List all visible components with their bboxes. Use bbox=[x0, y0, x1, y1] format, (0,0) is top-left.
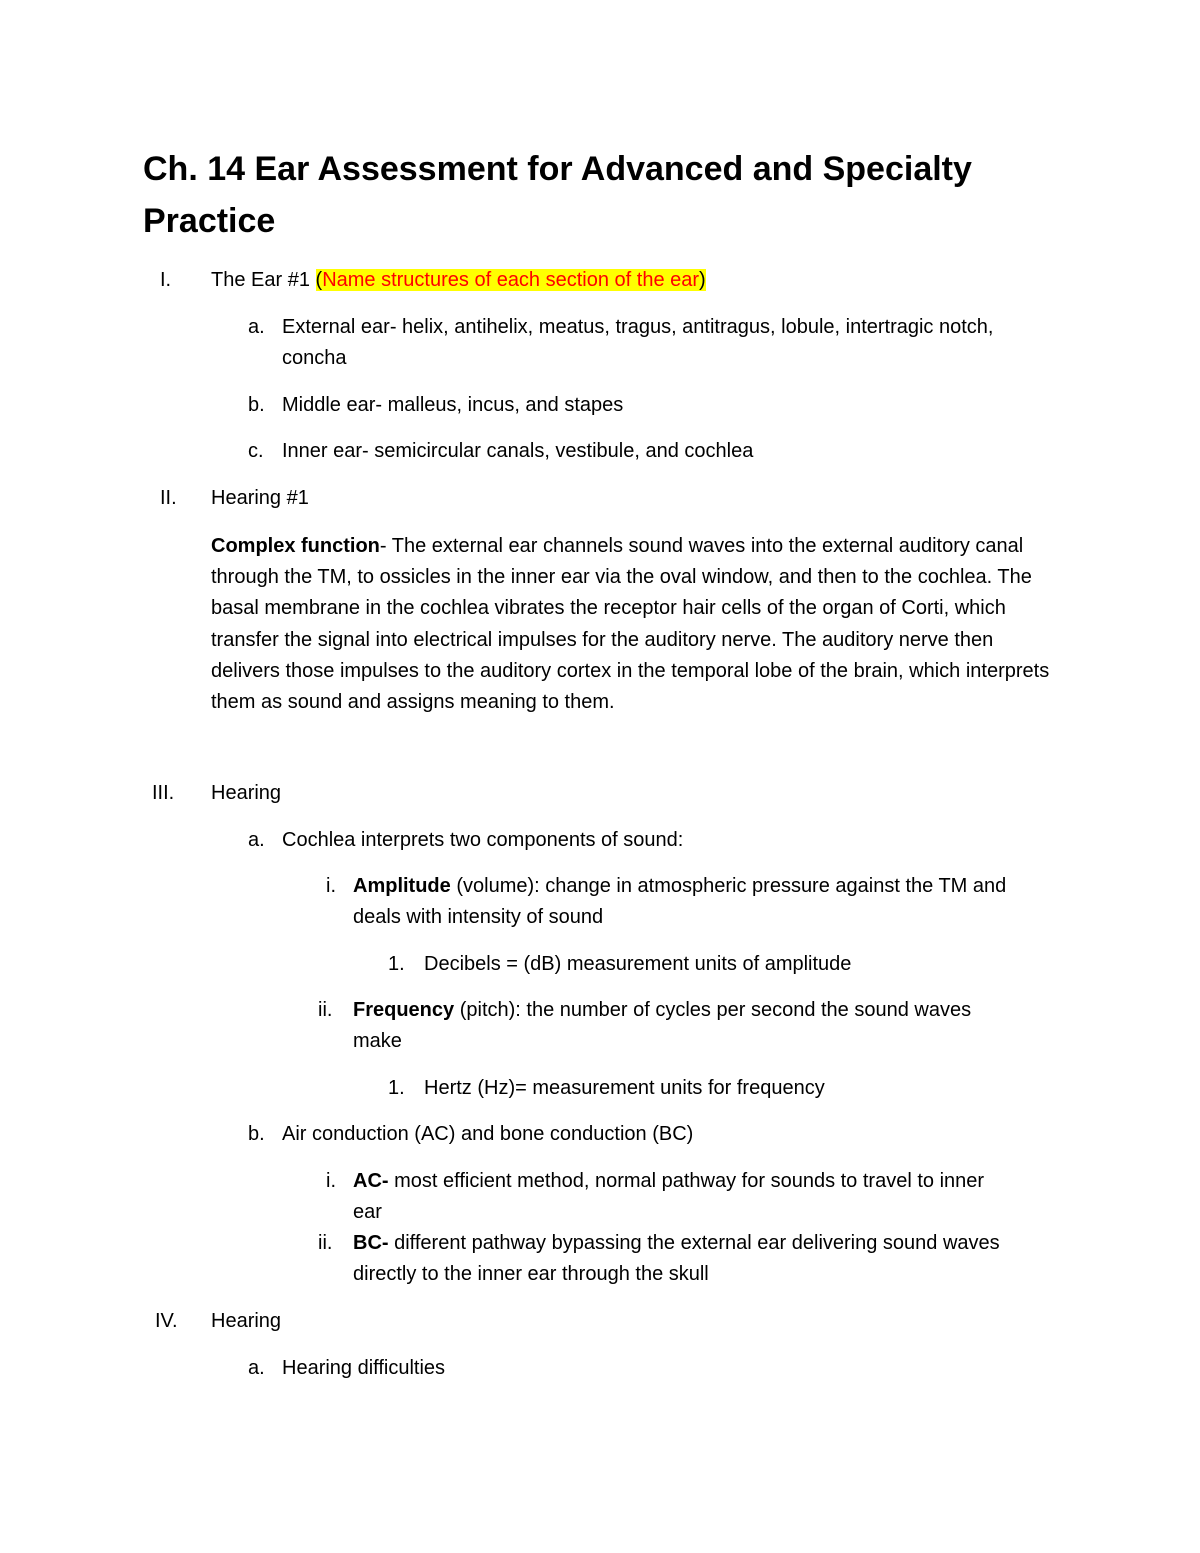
paragraph-text: - The external ear channels sound waves into the external auditory canal through the TM, to ossicles in the inner ear via the oval window, and then to the cochlea. The basal membrane in the cochlea vibrates the receptor hair cells of the organ of Corti, which transfer the signal into electrical impulses for the auditory nerve. The auditory nerve then delivers those impulses to the auditory cortex in the temporal lobe of the brain, which interprets them as sound and assigns meaning to them. bbox=[211, 535, 1050, 714]
section-heading bbox=[211, 267, 706, 293]
list-item-text: External ear- helix, antihelix, meatus, tragus, antitragus, lobule, intertragic notch, bbox=[282, 316, 994, 338]
note-text: Name structures of each section of the ear bbox=[322, 269, 700, 291]
list-marker: a. bbox=[248, 316, 265, 338]
page-title: Ch. 14 Ear Assessment for Advanced and Specialty Practice bbox=[143, 150, 972, 240]
list-marker: a. bbox=[248, 1357, 265, 1379]
term: Frequency bbox=[353, 999, 455, 1021]
section-heading: Hearing bbox=[211, 1310, 282, 1332]
list-item-text: Air conduction (AC) and bone conduction (BC) bbox=[282, 1123, 694, 1145]
note-paren-close: ) bbox=[699, 269, 706, 291]
list-marker: i. bbox=[326, 1170, 336, 1192]
list-item-text: directly to the inner ear through the skull bbox=[353, 1263, 709, 1285]
list-item-text: Cochlea interprets two components of sound: bbox=[282, 829, 684, 851]
highlighted-note bbox=[316, 269, 706, 291]
term: AC- bbox=[353, 1170, 389, 1192]
section-heading-text: The Ear #1 bbox=[211, 269, 310, 291]
section-heading: Hearing #1 bbox=[211, 487, 309, 509]
list-marker: ii. bbox=[318, 1232, 333, 1254]
list-marker: i. bbox=[326, 875, 336, 897]
list-item-text: Hertz (Hz)= measurement units for frequency bbox=[424, 1077, 825, 1099]
list-marker: 1. bbox=[388, 1077, 405, 1099]
list-item-text: concha bbox=[282, 347, 347, 369]
term-definition: most efficient method, normal pathway for sounds to travel to inner bbox=[388, 1170, 985, 1192]
list-marker: c. bbox=[248, 440, 264, 462]
term-definition: different pathway bypassing the external ear delivering sound waves bbox=[388, 1232, 1000, 1254]
list-item-text: deals with intensity of sound bbox=[353, 906, 604, 928]
list-item-text: ear bbox=[353, 1201, 382, 1223]
list-item-text bbox=[353, 997, 971, 1023]
list-marker: 1. bbox=[388, 953, 405, 975]
paragraph bbox=[211, 531, 1056, 718]
list-marker: b. bbox=[248, 1123, 265, 1145]
list-marker: b. bbox=[248, 394, 265, 416]
list-marker: ii. bbox=[318, 999, 333, 1021]
list-item-text bbox=[353, 873, 1006, 899]
section-heading: Hearing bbox=[211, 782, 282, 804]
list-item-text: Hearing difficulties bbox=[282, 1357, 446, 1379]
list-item-text bbox=[353, 1230, 1000, 1256]
list-item-text: make bbox=[353, 1030, 402, 1052]
term-definition: (pitch): the number of cycles per second the sound waves bbox=[454, 999, 972, 1021]
note-paren-open: ( bbox=[315, 269, 323, 291]
list-item-text: Middle ear- malleus, incus, and stapes bbox=[282, 394, 624, 416]
term: BC- bbox=[353, 1232, 389, 1254]
section-number: I. bbox=[160, 269, 172, 291]
term-definition: (volume): change in atmospheric pressure against the TM and bbox=[450, 875, 1007, 897]
section-number: IV. bbox=[155, 1310, 178, 1332]
section-number: III. bbox=[152, 782, 175, 804]
section-number: II. bbox=[160, 487, 177, 509]
paragraph-label: Complex function bbox=[211, 535, 380, 557]
list-item-text: Inner ear- semicircular canals, vestibule, and cochlea bbox=[282, 440, 754, 462]
list-item-text bbox=[353, 1168, 984, 1194]
list-item-text: Decibels = (dB) measurement units of amplitude bbox=[424, 953, 852, 975]
list-marker: a. bbox=[248, 829, 265, 851]
term: Amplitude bbox=[353, 875, 451, 897]
